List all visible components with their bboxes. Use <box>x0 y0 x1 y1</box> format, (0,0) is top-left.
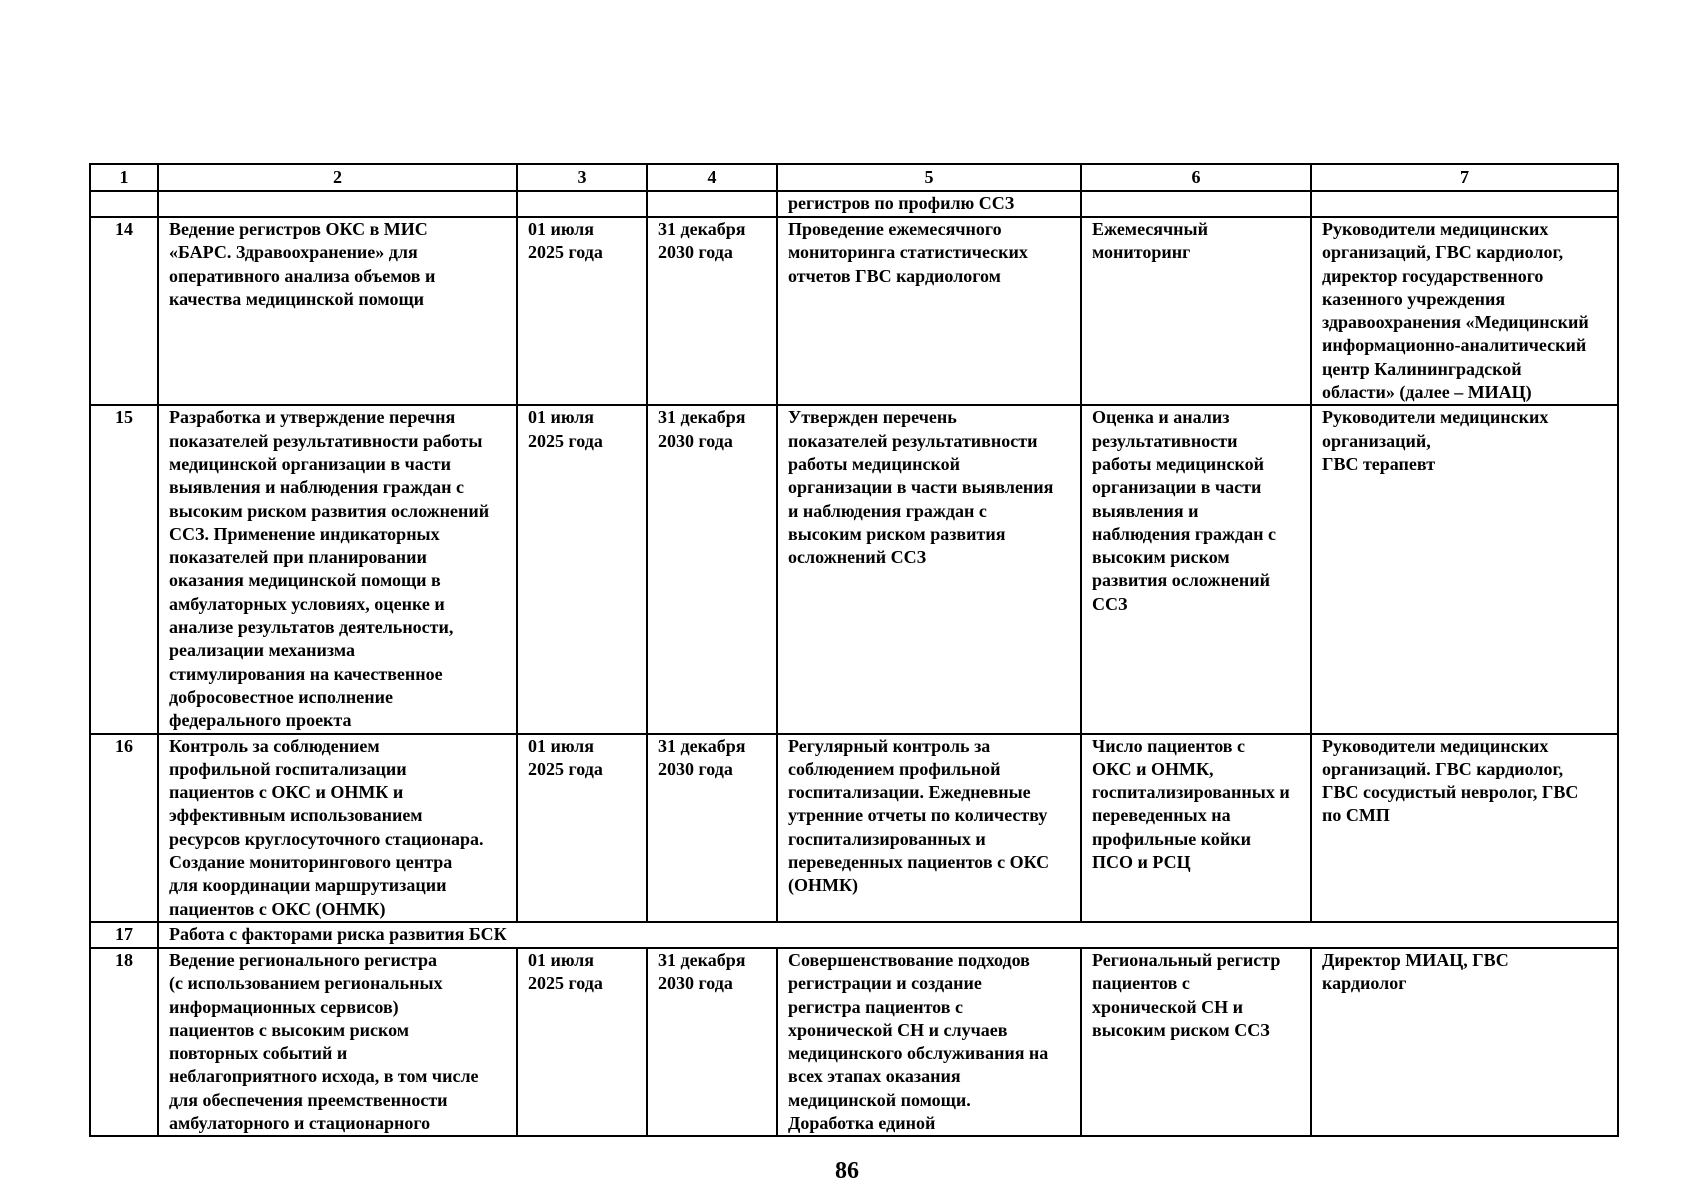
responsible-cell: Руководители медицинских организаций, ГВС кардиолог, директор государственного казенного учреждения здравоохранения «Медицинский информационно-аналитический центр Калининградской области» (далее – МИАЦ) <box>1311 217 1618 405</box>
row-number: 17 <box>90 922 158 948</box>
result-cell: Утвержден перечень показателей результативности работы медицинской организации в части выявления и наблюдения граждан с высоким риском развития осложнений ССЗ <box>777 405 1081 733</box>
section-title-cell: Работа с факторами риска развития БСК <box>158 922 1618 948</box>
activity-cell: Ведение регионального регистра (с использованием региональных информационных сервисов) пациентов с высоким риском повторных событий и неблагоприятного исхода, в том числе для обеспечения преемственности амбулаторного и стационарного <box>158 948 517 1136</box>
result-cell: Проведение ежемесячного мониторинга статистических отчетов ГВС кардиологом <box>777 217 1081 405</box>
section-row <box>90 922 1618 948</box>
control-cell: Оценка и анализ результативности работы медицинской организации в части выявления и наблюдения граждан с высоким риском развития осложнений ССЗ <box>1081 405 1311 733</box>
start-date-cell: 01 июля 2025 года <box>517 217 647 405</box>
start-date-cell: 01 июля 2025 года <box>517 405 647 733</box>
activity-cell: Ведение регистров ОКС в МИС «БАРС. Здравоохранение» для оперативного анализа объемов и качества медицинской помощи <box>158 217 517 405</box>
end-date-cell: 31 декабря 2030 года <box>647 948 777 1136</box>
responsible-cell: Руководители медицинских организаций. ГВС кардиолог, ГВС сосудистый невролог, ГВС по СМП <box>1311 734 1618 922</box>
table-cell <box>517 191 647 217</box>
row-number: 14 <box>90 217 158 405</box>
table-cell <box>158 191 517 217</box>
result-cell: Регулярный контроль за соблюдением профильной госпитализации. Ежедневные утренние отчеты по количеству госпитализированных и переведенных пациентов с ОКС (ОНМК) <box>777 734 1081 922</box>
column-header: 2 <box>158 164 517 191</box>
end-date-cell: 31 декабря 2030 года <box>647 734 777 922</box>
end-date-cell: 31 декабря 2030 года <box>647 217 777 405</box>
column-header: 4 <box>647 164 777 191</box>
control-cell: Число пациентов с ОКС и ОНМК, госпитализированных и переведенных на профильные койки ПСО и РСЦ <box>1081 734 1311 922</box>
table-row <box>90 217 1618 405</box>
end-date-cell: 31 декабря 2030 года <box>647 405 777 733</box>
continuation-row <box>90 191 1618 217</box>
control-cell: Ежемесячный мониторинг <box>1081 217 1311 405</box>
column-header: 3 <box>517 164 647 191</box>
start-date-cell: 01 июля 2025 года <box>517 734 647 922</box>
activity-cell: Контроль за соблюдением профильной госпитализации пациентов с ОКС и ОНМК и эффективным использованием ресурсов круглосуточного стационара. Создание мониторингового центра для координации маршрутизации пациентов с ОКС (ОНМК) <box>158 734 517 922</box>
continuation-result-cell: регистров по профилю ССЗ <box>777 191 1081 217</box>
column-number-row <box>90 164 1618 191</box>
measures-table <box>89 163 1619 1137</box>
column-header: 1 <box>90 164 158 191</box>
control-cell: Региональный регистр пациентов с хронической СН и высоким риском ССЗ <box>1081 948 1311 1136</box>
responsible-cell: Руководители медицинских организаций, ГВС терапевт <box>1311 405 1618 733</box>
start-date-cell: 01 июля 2025 года <box>517 948 647 1136</box>
row-number: 15 <box>90 405 158 733</box>
table-cell <box>647 191 777 217</box>
column-header: 5 <box>777 164 1081 191</box>
activity-cell: Разработка и утверждение перечня показателей результативности работы медицинской организации в части выявления и наблюдения граждан с высоким риском развития осложнений ССЗ. Применение индикаторных показателей при планировании оказания медицинской помощи в амбулаторных условиях, оценке и анализе результатов деятельности, реализации механизма стимулирования на качественное добросовестное исполнение федерального проекта <box>158 405 517 733</box>
table-row <box>90 405 1618 733</box>
table-cell <box>1311 191 1618 217</box>
column-header: 7 <box>1311 164 1618 191</box>
row-number: 16 <box>90 734 158 922</box>
table-row <box>90 734 1618 922</box>
responsible-cell: Директор МИАЦ, ГВС кардиолог <box>1311 948 1618 1136</box>
column-header: 6 <box>1081 164 1311 191</box>
table-cell <box>1081 191 1311 217</box>
table-cell <box>90 191 158 217</box>
row-number: 18 <box>90 948 158 1136</box>
page-number: 86 <box>835 1158 859 1184</box>
table-row <box>90 948 1618 1136</box>
result-cell: Совершенствование подходов регистрации и создание регистра пациентов с хронической СН и случаев медицинского обслуживания на всех этапах оказания медицинской помощи. Доработка единой <box>777 948 1081 1136</box>
